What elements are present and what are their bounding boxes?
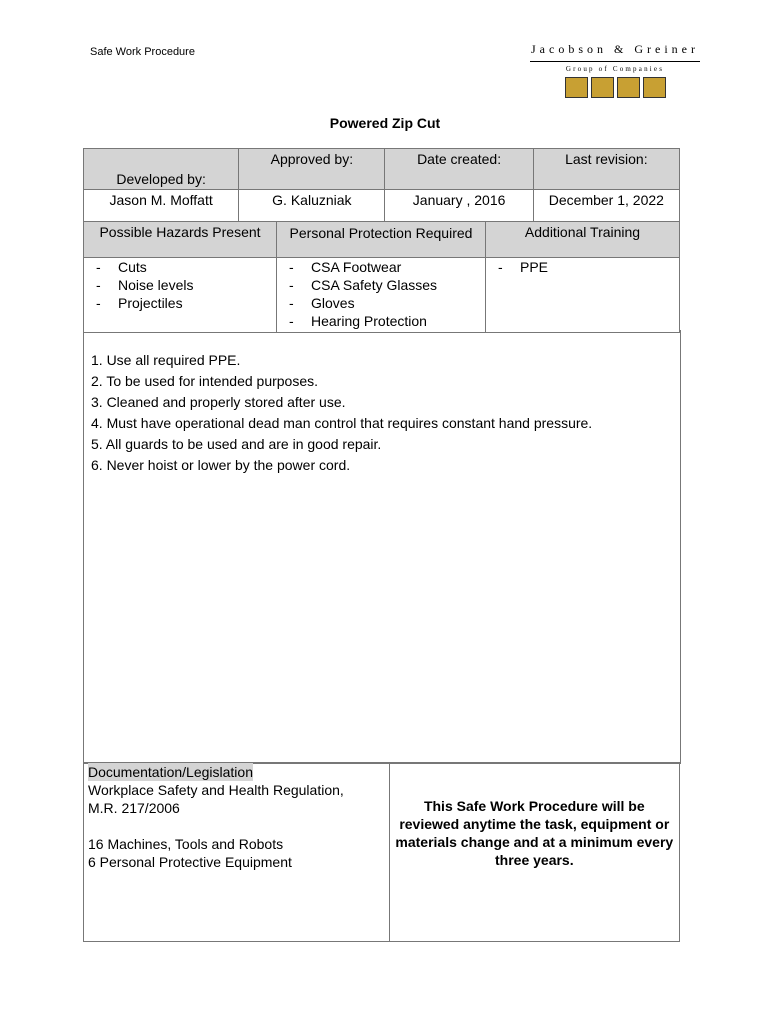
step-item: 3. Cleaned and properly stored after use. <box>91 394 346 410</box>
developed-by-label: Developed by: <box>84 149 239 190</box>
ppe-header: Personal Protection Required <box>277 222 486 258</box>
logo-icons <box>530 77 700 98</box>
logo-subtitle: Group of Companies <box>565 65 665 73</box>
approved-by-value: G. Kaluzniak <box>239 190 385 223</box>
date-created-value: January , 2016 <box>385 190 533 223</box>
step-item: 4. Must have operational dead man control that requires constant hand pressure. <box>91 415 593 431</box>
list-item: - Gloves <box>281 294 481 312</box>
documentation-line: Workplace Safety and Health Regulation, <box>88 782 344 798</box>
list-item: - Hearing Protection <box>281 312 481 330</box>
company-logo <box>530 42 700 104</box>
logo-road-icon <box>643 77 666 98</box>
hazards-header: Possible Hazards Present <box>84 222 277 258</box>
training-cell <box>486 258 680 333</box>
ppe-cell <box>277 258 486 333</box>
document-title: Powered Zip Cut <box>329 115 441 131</box>
logo-leaf-icon <box>617 77 640 98</box>
list-item: - CSA Safety Glasses <box>281 276 481 294</box>
approved-by-label: Approved by: <box>239 149 385 190</box>
training-header: Additional Training <box>486 222 680 258</box>
date-created-label: Date created: <box>385 149 533 190</box>
info-table <box>83 148 680 223</box>
procedure-steps <box>84 330 680 476</box>
documentation-cell <box>84 763 390 942</box>
step-item: 2. To be used for intended purposes. <box>91 373 319 389</box>
hazards-cell <box>84 258 277 333</box>
procedure-steps-box <box>83 330 681 764</box>
last-revision-value: December 1, 2022 <box>533 190 679 223</box>
logo-name: Jacobson & Greiner <box>531 42 699 56</box>
step-item: 5. All guards to be used and are in good repair. <box>91 436 382 452</box>
hazards-table <box>83 221 680 333</box>
training-list <box>490 258 675 276</box>
list-item: - CSA Footwear <box>281 258 481 276</box>
list-item: - Noise levels <box>88 276 272 294</box>
review-note: This Safe Work Procedure will be reviewed anytime the task, equipment or materials change and at a minimum every three years. <box>389 763 679 942</box>
logo-house-icon <box>591 77 614 98</box>
footer-table <box>83 762 680 942</box>
documentation-label: Documentation/Legislation <box>88 764 253 780</box>
header-label: Safe Work Procedure <box>90 46 195 58</box>
logo-tree-icon <box>565 77 588 98</box>
list-item: - PPE <box>490 258 675 276</box>
list-item: - Projectiles <box>88 294 272 312</box>
step-item: 6. Never hoist or lower by the power cord. <box>91 457 351 473</box>
step-item: 1. Use all required PPE. <box>91 352 241 368</box>
documentation-line: M.R. 217/2006 <box>88 800 180 816</box>
documentation-line: 16 Machines, Tools and Robots <box>88 836 284 852</box>
ppe-list <box>281 258 481 330</box>
last-revision-label: Last revision: <box>533 149 679 190</box>
documentation-line: 6 Personal Protective Equipment <box>88 854 292 870</box>
logo-divider <box>530 61 700 62</box>
developed-by-value: Jason M. Moffatt <box>84 190 239 223</box>
list-item: - Cuts <box>88 258 272 276</box>
hazards-list <box>88 258 272 312</box>
